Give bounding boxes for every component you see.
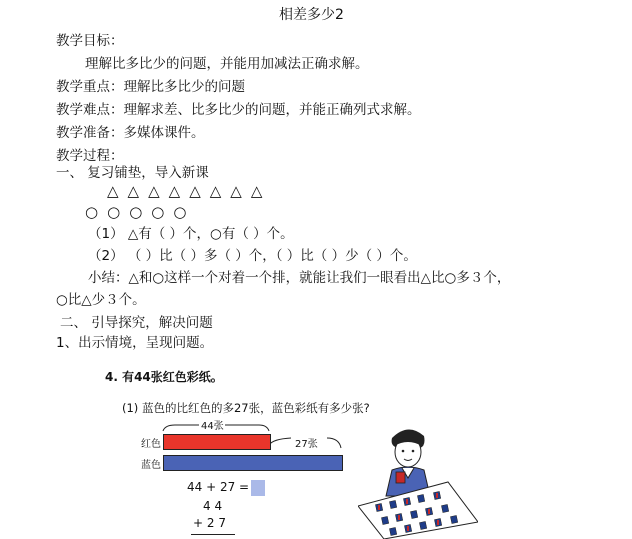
red-bar-label: 红色 xyxy=(141,439,161,450)
child-illustration xyxy=(358,424,478,539)
triangle-icon: △ xyxy=(209,182,222,200)
triangle-icon: △ xyxy=(148,182,160,200)
key-point: 教学重点：理解比多比少的问题 xyxy=(56,79,245,95)
red-bar xyxy=(163,434,271,450)
question-2: （2） （ ）比（ ）多（ ）个，（ ）比（ ）少（ ）个。 xyxy=(88,248,417,264)
equation: 44 + 27 = xyxy=(187,480,250,494)
vertical-rule xyxy=(191,534,235,535)
section-1-heading: 一、 复习铺垫，导入新课 xyxy=(56,165,209,181)
circle-icon: ○ xyxy=(107,203,121,221)
blue-bar xyxy=(163,455,343,471)
circle-icon: ○ xyxy=(129,203,143,221)
diff-amount-label: 27张 xyxy=(295,439,318,450)
vertical-top-number: 4 4 xyxy=(203,499,223,513)
triangle-icon: △ xyxy=(168,182,181,200)
difficulty: 教学难点：理解求差、比多比少的问题，并能正确列式求解。 xyxy=(56,102,421,118)
triangle-icon: △ xyxy=(250,182,263,200)
circle-row xyxy=(85,203,195,221)
triangle-icon: △ xyxy=(127,182,140,200)
circle-icon: ○ xyxy=(173,203,187,221)
section-2-heading: 二、 引导探究，解决问题 xyxy=(60,315,213,331)
problem-question: (1) 蓝色的比红色的多27张，蓝色彩纸有多少张? xyxy=(122,401,370,415)
step-1: 1、出示情境，呈现问题。 xyxy=(56,335,214,351)
triangle-icon: △ xyxy=(230,182,242,200)
preparation: 教学准备：多媒体课件。 xyxy=(56,125,205,141)
question-1: （1） △有（ ）个，○有（ ）个。 xyxy=(88,226,294,242)
blue-bar-label: 蓝色 xyxy=(141,460,161,471)
triangle-icon: △ xyxy=(107,182,119,200)
circle-icon: ○ xyxy=(151,203,165,221)
triangle-icon: △ xyxy=(189,182,201,200)
process-heading: 教学过程： xyxy=(56,148,124,164)
summary-line-1: 小结：△和○这样一个对着一个排，就能让我们一眼看出△比○多３个， xyxy=(88,270,511,286)
summary-line-2: ○比△少３个。 xyxy=(56,292,146,308)
problem-statement: 4. 有44张红色彩纸。 xyxy=(105,370,223,384)
circle-icon: ○ xyxy=(85,203,99,221)
answer-box xyxy=(251,480,265,496)
red-amount-label: 44张 xyxy=(201,421,224,432)
objective-heading: 教学目标： xyxy=(56,33,124,49)
vertical-bottom-number: + 2 7 xyxy=(193,516,226,530)
triangle-row xyxy=(107,182,271,200)
page-title: 相差多少2 xyxy=(279,7,344,23)
objective-text: 理解比多比少的问题，并能用加减法正确求解。 xyxy=(85,56,369,72)
